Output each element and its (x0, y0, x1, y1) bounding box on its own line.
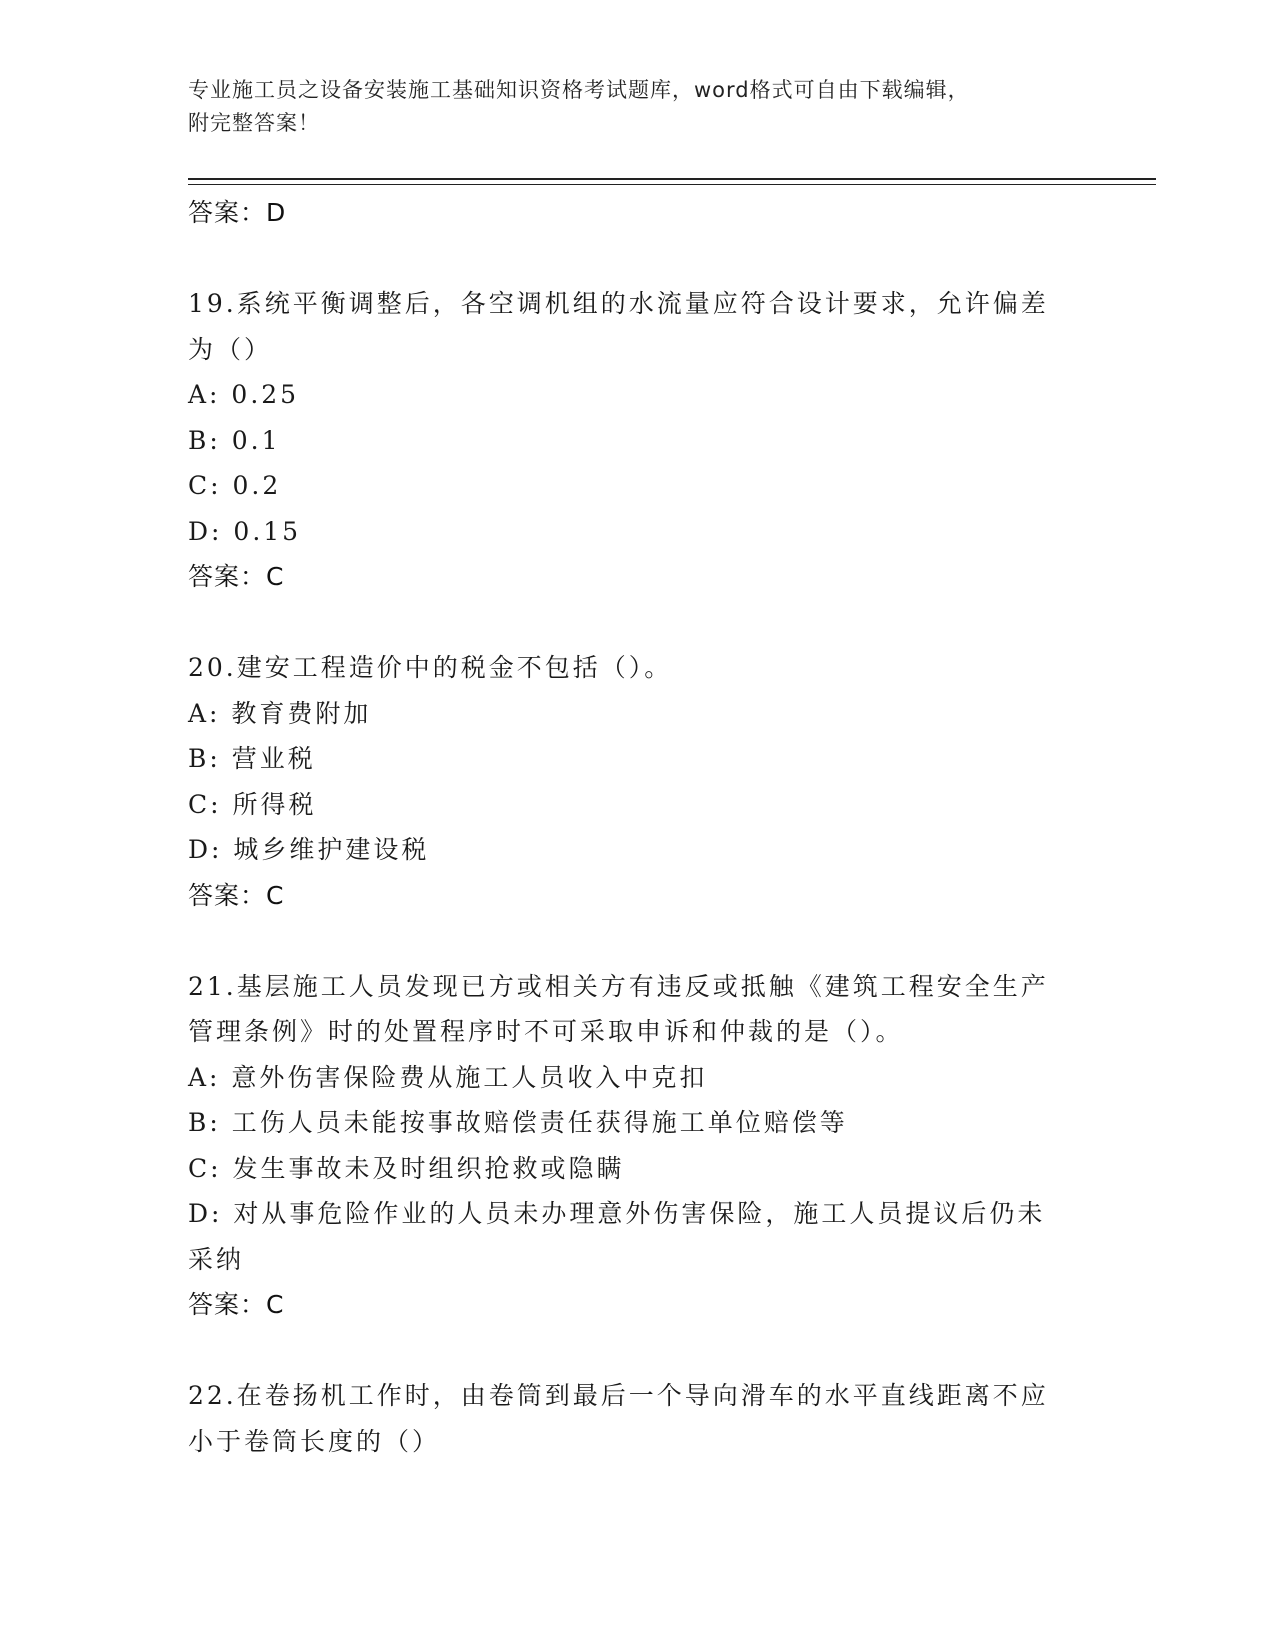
option-c: C: 0.2 (188, 471, 282, 500)
option-a: A: 意外伤害保险费从施工人员收入中克扣 (188, 1062, 708, 1092)
option-c: C: 所得税 (188, 789, 317, 819)
question-stem: 22.在卷扬机工作时，由卷筒到最后一个导向滑车的水平直线距离不应 (188, 1381, 1049, 1410)
header-divider-thin (188, 184, 1156, 185)
spacer (188, 236, 1088, 282)
question-stem-cont: 小于卷筒长度的（） (188, 1426, 441, 1456)
option-b: B: 工伤人员未能按事故赔偿责任获得施工单位赔偿等 (188, 1108, 848, 1137)
option-b: B: 0.1 (188, 425, 281, 455)
answer-line: 答案：C (188, 880, 285, 910)
header-line-1: 专业施工员之设备安装施工基础知识资格考试题库，word格式可自由下载编辑， (188, 78, 970, 102)
answer-line: 答案：C (188, 1290, 285, 1319)
option-a: A: 教育费附加 (188, 698, 372, 728)
question-stem: 19.系统平衡调整后，各空调机组的水流量应符合设计要求，允许偏差 (188, 289, 1049, 318)
question-stem: 21.基层施工人员发现已方或相关方有违反或抵触《建筑工程安全生产 (188, 971, 1049, 1001)
spacer (188, 918, 1088, 964)
question-22 (188, 1373, 1088, 1464)
spacer (188, 600, 1088, 646)
spacer (188, 1328, 1088, 1374)
option-d: D: 城乡维护建设税 (188, 835, 430, 864)
question-stem-cont: 为（） (188, 334, 273, 364)
document-header (188, 74, 1068, 140)
question-19 (188, 281, 1088, 600)
option-b: B: 营业税 (188, 744, 316, 773)
question-21 (188, 964, 1088, 1328)
option-d: D: 对从事危险作业的人员未办理意外伤害保险，施工人员提议后仍未 (188, 1199, 1046, 1228)
answer-line: 答案：D (188, 198, 287, 227)
option-d: D: 0.15 (188, 516, 302, 546)
option-c: C: 发生事故未及时组织抢救或隐瞒 (188, 1153, 625, 1183)
option-d-cont: 采纳 (188, 1244, 245, 1274)
header-line-2: 附完整答案！ (188, 111, 320, 135)
header-divider-thick (188, 178, 1156, 180)
option-a: A: 0.25 (188, 380, 300, 409)
question-stem-cont: 管理条例》时的处置程序时不可采取申诉和仲裁的是（）。 (188, 1017, 904, 1046)
answer-line: 答案：C (188, 562, 285, 591)
question-stem: 20.建安工程造价中的税金不包括（）。 (188, 653, 673, 682)
question-list (188, 190, 1088, 1464)
question-20 (188, 645, 1088, 918)
